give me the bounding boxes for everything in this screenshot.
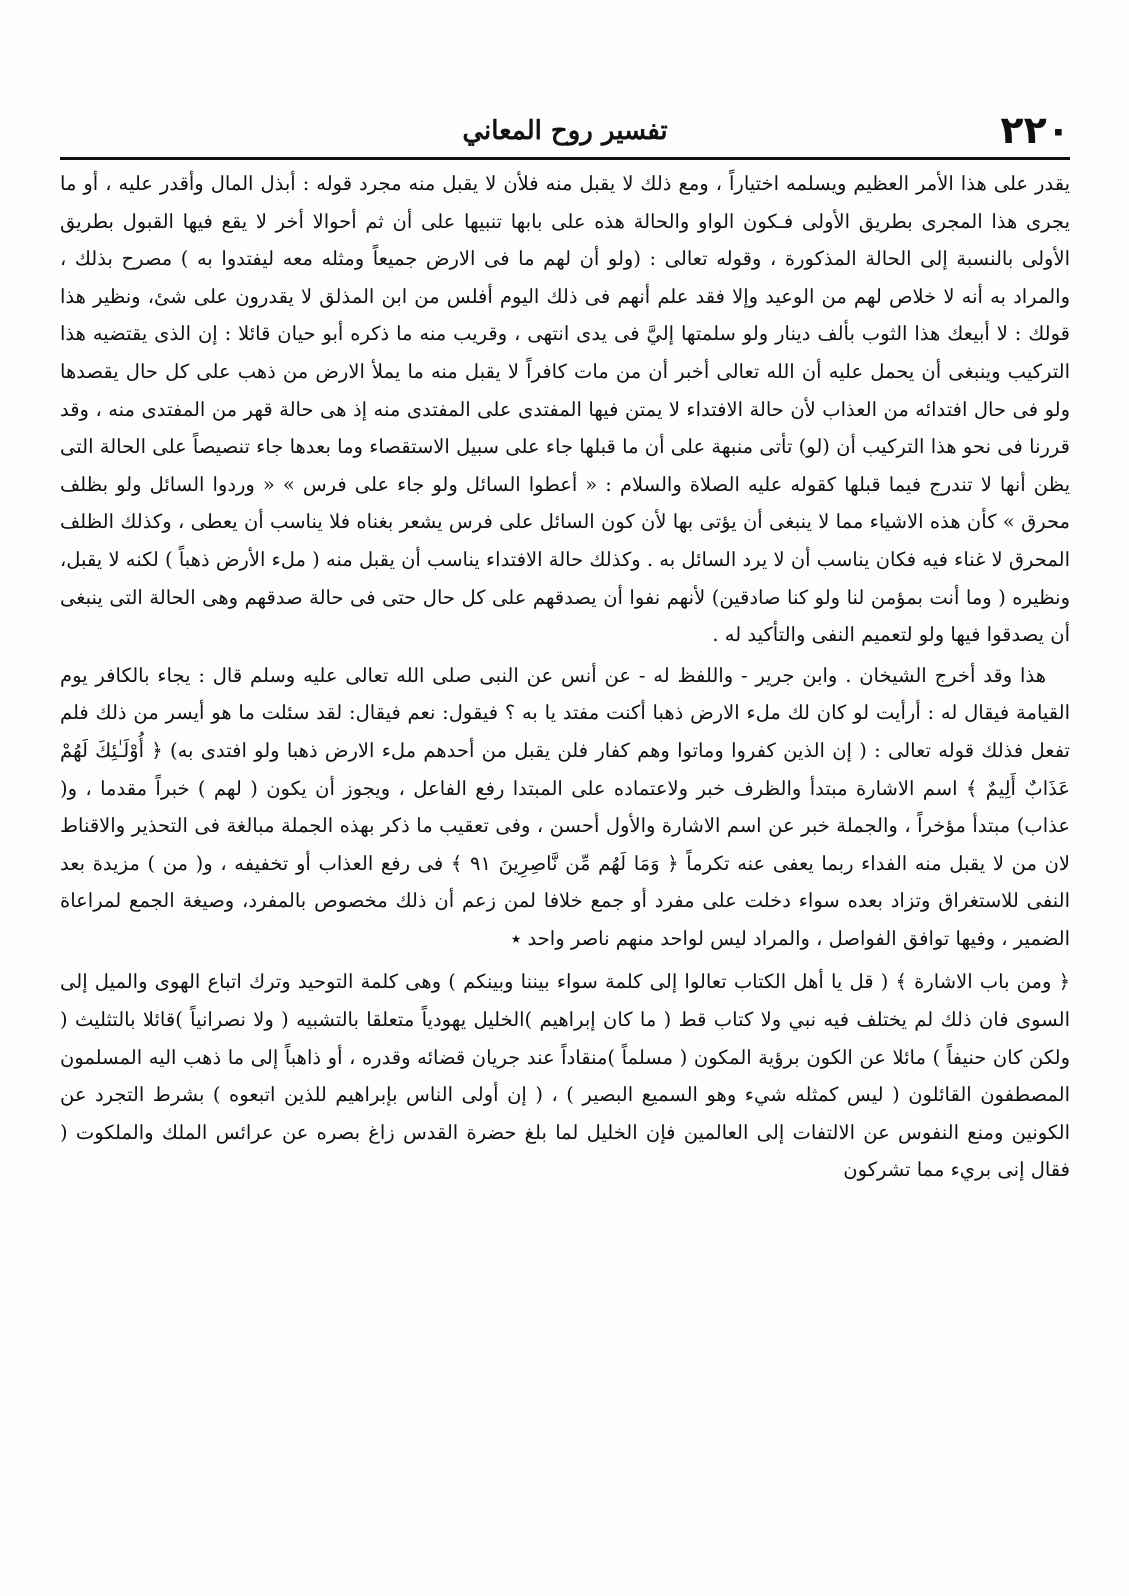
paragraph-hadith: هذا وقد أخرج الشيخان . وابن جرير - واللفظ له - عن أنس عن النبى صلى الله تعالى عليه وسلم قال : يجاء بالكافر يوم القيامة فيقال له : أرأيت لو كان لك ملء الارض ذهبا أكنت مفتد يا به ؟ فيقول: نعم فيقال: لقد سئلت ما هو أيسر من ذلك فلم تفعل فذلك قوله تعالى : ( إن الذين كفروا وماتوا وهم كفار فلن يقبل من أحدهم ملء الارض ذهبا ولو افتدى به) ﴿ أُوْلَـٰئِكَ لَهُمْ عَذَابٌ أَلِيمٌ ﴾ اسم الاشارة مبتدأ والظرف خبر ولاعتماده على المبتدا رفع الفاعل ، ويجوز أن يكون ( لهم ) خبراً مقدما ، و( عذاب) مبتدأ مؤخراً ، والجملة خبر عن اسم الاشارة والأول أحسن ، وفى تعقيب ما ذكر بهذه الجملة مبالغة فى التحذير والاقناط لان من لا يقبل منه الفداء ربما يعفى عنه تكرماً ﴿ وَمَا لَهُم مِّن نَّاصِرِينَ ٩١ ﴾ فى رفع العذاب أو تخفيفه ، و( من ) مزيدة بعد النفى للاستغراق وتزاد بعده سواء دخلت على مفرد أو جمع خلافا لمن زعم أن ذلك مخصوص بالمفرد، وصيغة الجمع لمراعاة الضمير ، وفيها توافق الفواصل ، والمراد ليس لواحد منهم ناصر واحد ٭ — [60, 663, 1071, 950]
page-body — [60, 165, 1070, 1189]
header-divider — [60, 157, 1070, 160]
page-number: ٢٢٠ — [1000, 108, 1070, 152]
book-title: تفسير روح المعاني — [462, 116, 668, 146]
paragraph-ishara: ﴿ ومن باب الاشارة ﴾ ( قل يا أهل الكتاب تعالوا إلى كلمة سواء بيننا وبينكم ) وهى كلمة التوحيد وترك اتباع الهوى والميل إلى السوى فان ذلك لم يختلف فيه نبي ولا كتاب قط ( ما كان إبراهيم )الخليل يهودياً متعلقا بالتشبيه ( ولا نصرانياً )قائلا بالتثليث ( ولكن كان حنيفاً ) مائلا عن الكون برؤية المكون ( مسلماً )منقاداً عند جريان قضائه وقدره ، أو ذاهباً إلى ما ذهب اليه المسلمون المصطفون القائلون ( ليس كمثله شيء وهو السميع البصير ) ، ( إن أولى الناس بإبراهيم للذين اتبعوه ) بشرط التجرد عن الكونين ومنع النفوس عن الالتفات إلى العالمين فإن الخليل لما بلغ حضرة القدس زاغ بصره عن عرائس الملك والملكوت ( فقال إنى بريء مما تشركون — [60, 970, 1070, 1182]
page-header — [60, 100, 1070, 160]
paragraph-commentary: يقدر على هذا الأمر العظيم ويسلمه اختياراً ، ومع ذلك لا يقبل منه فلأن لا يقبل منه مجرد قوله : أبذل المال وأقدر عليه ، أو ما يجرى هذا المجرى بطريق الأولى فـكون الواو والحالة هذه على بابها تنبيها على أن ثم أحوالا أخر لا يقع فيها القبول بطريق الأولى بالنسبة إلى الحالة المذكورة ، وقوله تعالى : (ولو أن لهم ما فى الارض جميعاً ومثله معه ليفتدوا به ) مصرح بذلك ، والمراد به أنه لا خلاص لهم من الوعيد وإلا فقد علم أنهم فى ذلك اليوم أفلس من ابن المذلق لا يقدرون على شئ، ونظير هذا قولك : لا أبيعك هذا الثوب بألف دينار ولو سلمتها إليَّ فى يدى انتهى ، وقريب منه ما ذكره أبو حيان قائلا : إن الذى يقتضيه هذا التركيب وينبغى أن يحمل عليه أن الله تعالى أخبر أن من مات كافراً لا يقبل منه ما يملأ الارض من ذهب على كل حال يقصدها ولو فى حال افتدائه من العذاب لأن حالة الافتداء لا يمتن فيها المفتدى على المفتدى منه إذ هى حالة قهر من المفتدى منه ، وقد قررنا فى نحو هذا التركيب أن (لو) تأتى منبهة على أن ما قبلها جاء على سبيل الاستقصاء وما بعدها جاء تنصيصاً على الحالة التى يظن أنها لا تندرج فيما قبلها كقوله عليه الصلاة والسلام : « أعطوا السائل ولو جاء على فرس » « وردوا السائل ولو بظلف محرق » كأن هذه الاشياء مما لا ينبغى أن يؤتى بها لأن كون السائل على فرس يشعر بغناه فلا يناسب أن يعطى ، وكذلك الظلف المحرق لا غناء فيه فكان يناسب أن لا يرد السائل به . وكذلك حالة الافتداء يناسب أن يقبل منه ( ملء الأرض ذهباً ) لكنه لا يقبل، ونظيره ( وما أنت بمؤمن لنا ولو كنا صادقين) لأنهم نفوا أن يصدقهم على كل حال حتى فى حالة صدقهم وهى الحالة التى ينبغى أن يصدقوا فيها ولو لتعميم النفى والتأكيد له . — [60, 172, 1070, 647]
